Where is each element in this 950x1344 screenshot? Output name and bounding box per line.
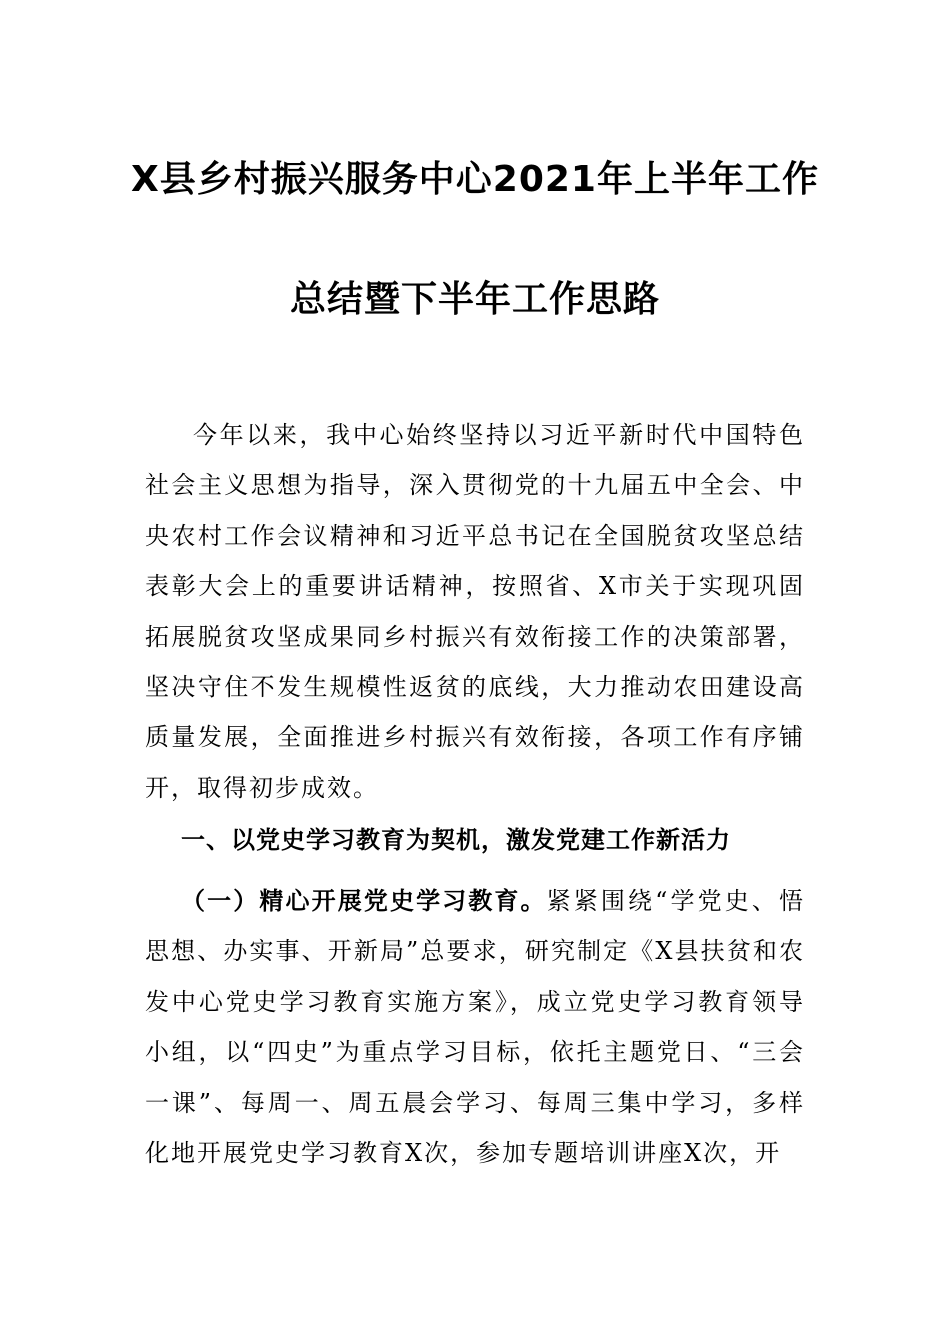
subsection-1-paragraph	[145, 876, 805, 1178]
intro-paragraph: 今年以来，我中心始终坚持以习近平新时代中国特色社会主义思想为指导，深入贯彻党的十九届五中全会、中央农村工作会议精神和习近平总书记在全国脱贫攻坚总结表彰大会上的重要讲话精神，按照省、X市关于实现巩固拓展脱贫攻坚成果同乡村振兴有效衔接工作的决策部署，坚决守住不发生规模性返贫的底线，大力推动农田建设高质量发展，全面推进乡村振兴有效衔接，各项工作有序铺开，取得初步成效。	[145, 421, 805, 802]
section-1-heading: 一、以党史学习教育为契机，激发党建工作新活力	[181, 826, 731, 854]
document-title-line-1: X县乡村振兴服务中心2021年上半年工作	[131, 159, 819, 200]
subsection-1-lead: （一）精心开展党史学习教育。	[181, 887, 547, 915]
document-title-line-2: 总结暨下半年工作思路	[289, 279, 660, 320]
subsection-1-text: 紧紧围绕“学党史、悟思想、办实事、开新局”总要求，研究制定《X县扶贫和农发中心党史学习教育实施方案》，成立党史学习教育领导小组，以“四史”为重点学习目标，依托主题党日、“三会一课”、每周一、周五晨会学习、每周三集中学习，多样化地开展党史学习教育X次，参加专题培训讲座X次，开	[145, 887, 805, 1168]
